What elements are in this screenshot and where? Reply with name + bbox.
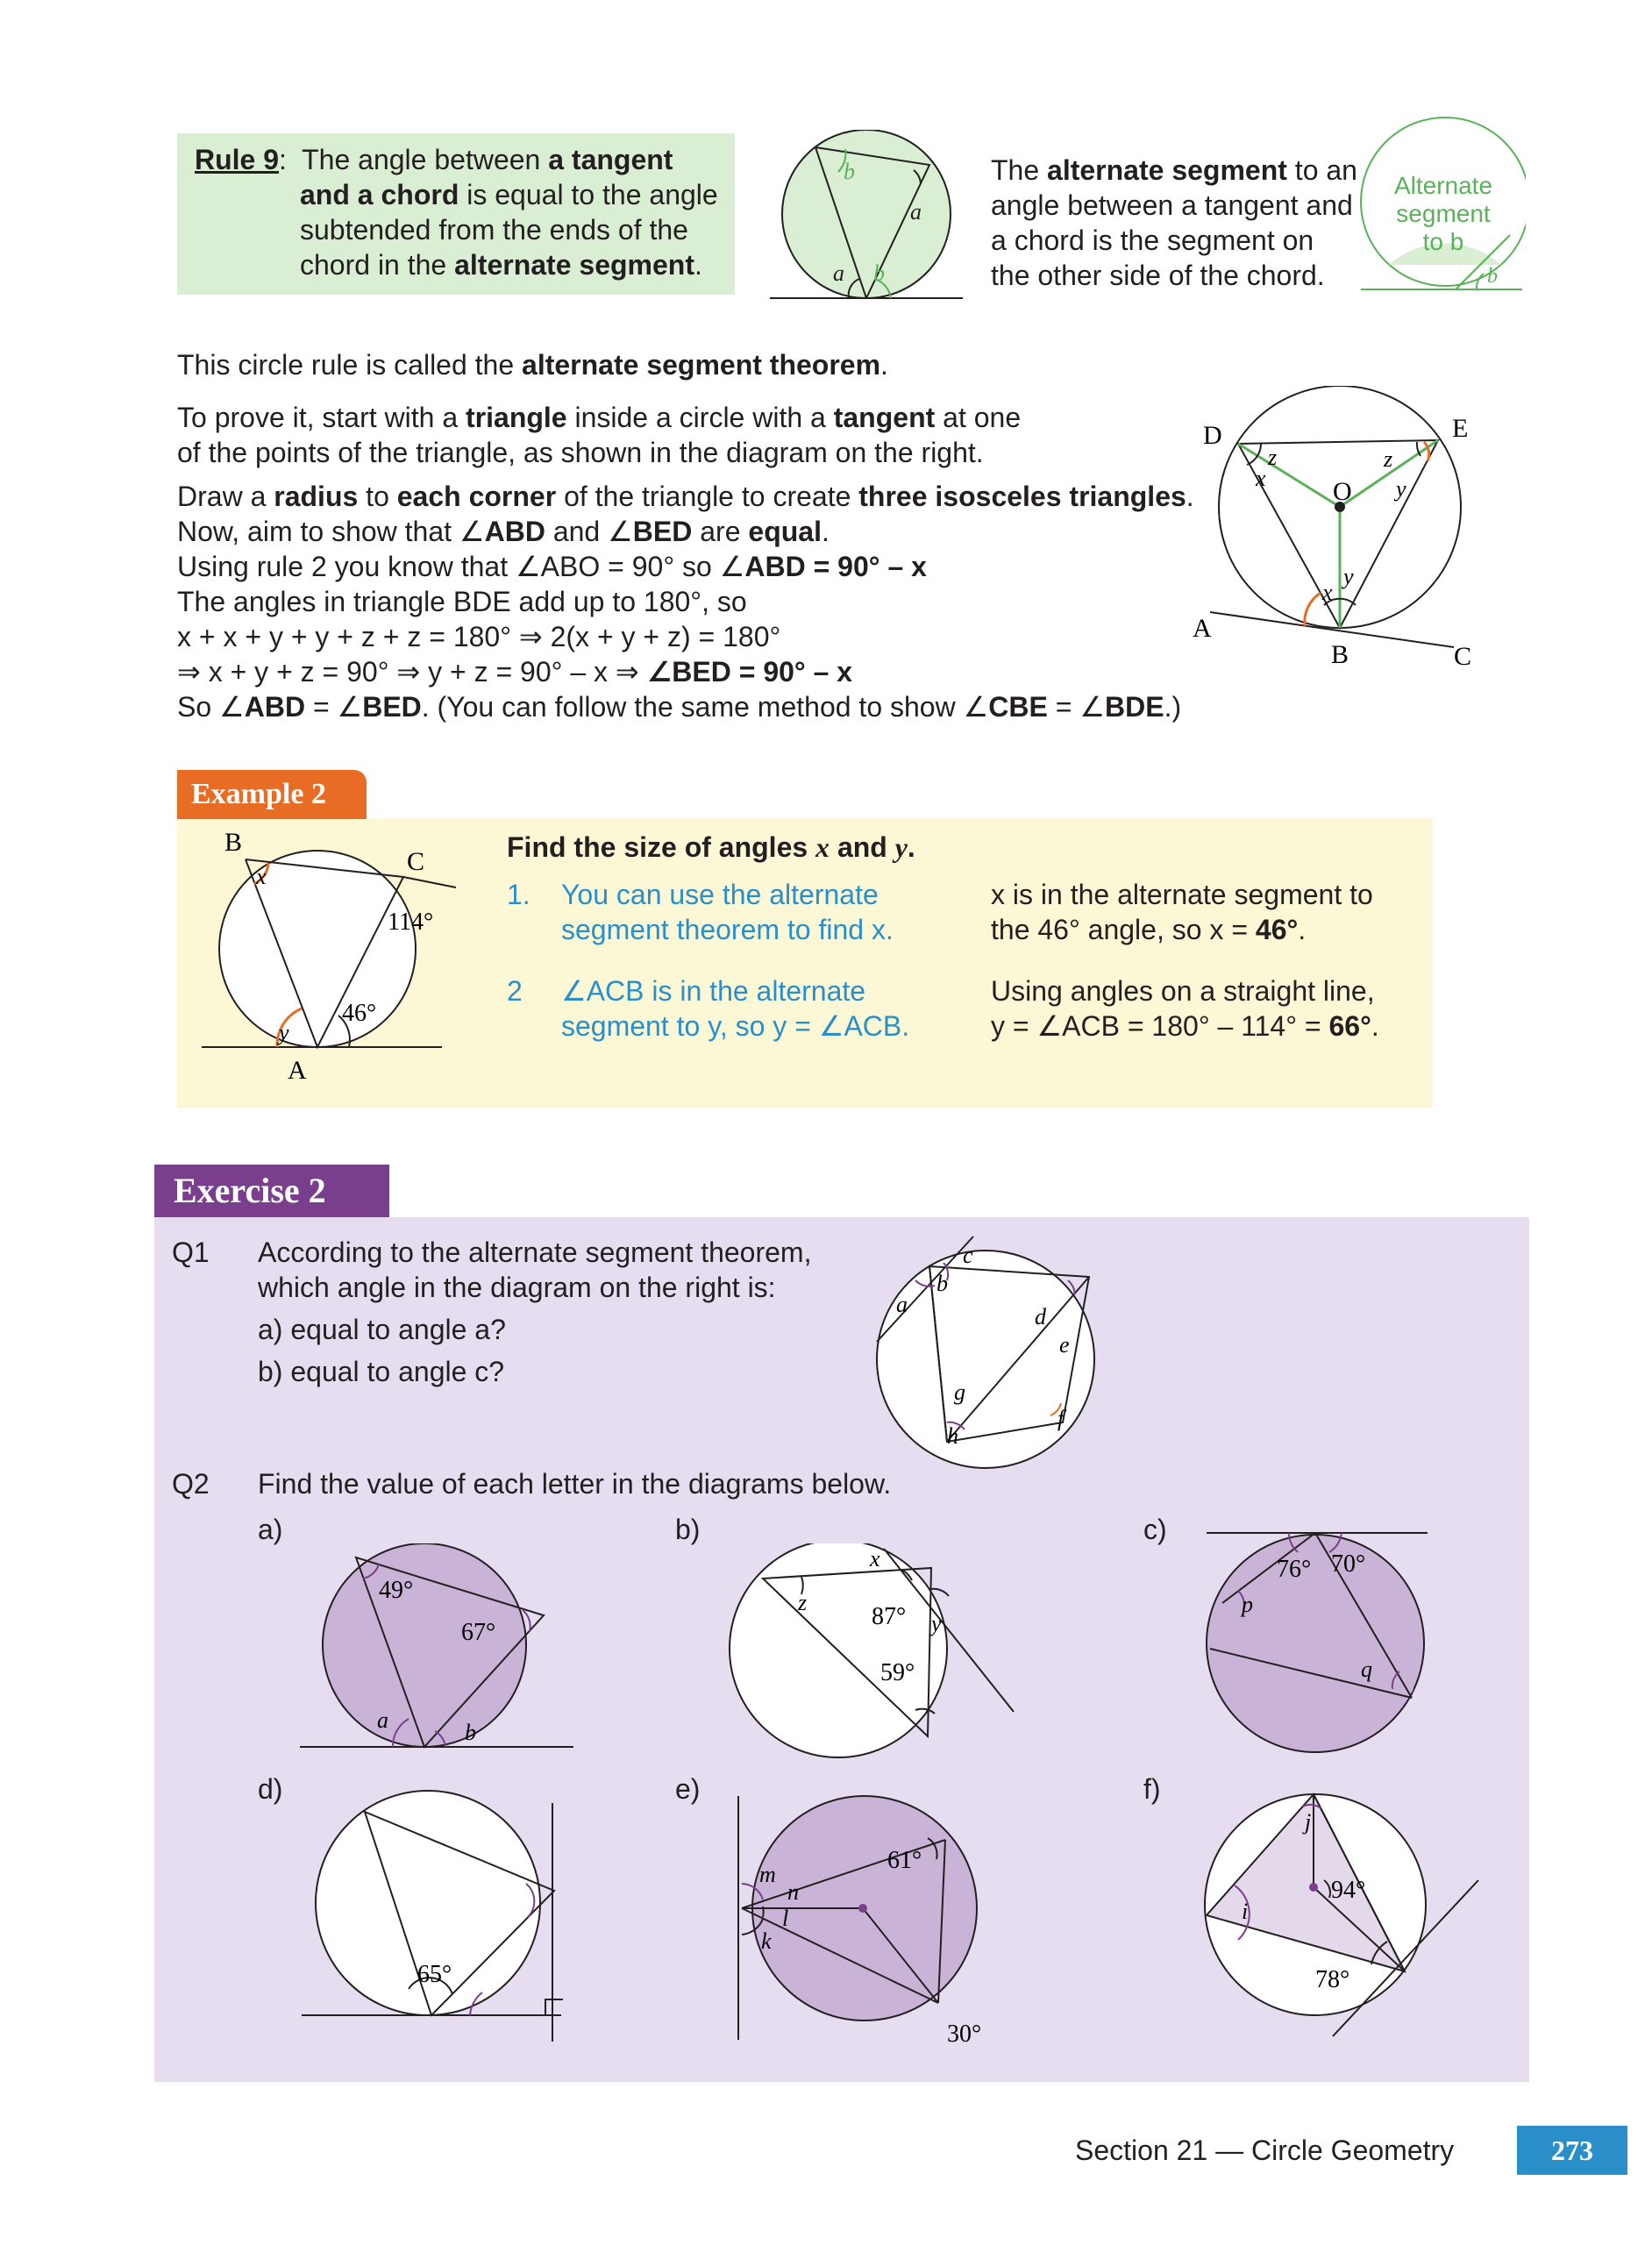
svg-text:87°: 87° xyxy=(872,1603,907,1630)
q2-prompt: Find the value of each letter in the diagrams below. xyxy=(258,1468,892,1500)
svg-text:D: D xyxy=(1203,421,1222,450)
diagram-f xyxy=(1193,1785,1491,2040)
q1-text: According to the alternate segment theorem, which angle in the diagram on the right is: a) equal to angle a? b) equal to angle c? xyxy=(258,1237,812,1387)
part-d-label: d) xyxy=(258,1773,283,1805)
svg-text:n: n xyxy=(787,1879,799,1905)
part-b-label: b) xyxy=(675,1514,701,1545)
svg-text:76°: 76° xyxy=(1277,1556,1312,1583)
svg-text:d: d xyxy=(1035,1304,1046,1329)
svg-text:c: c xyxy=(963,1243,973,1268)
svg-text:y: y xyxy=(1396,476,1406,502)
alt-segment-label: Alternate segment to b xyxy=(1393,172,1493,255)
svg-text:e: e xyxy=(1059,1332,1070,1358)
svg-text:y: y xyxy=(279,1020,289,1045)
diagram-a xyxy=(295,1543,584,1763)
svg-text:l: l xyxy=(782,1906,789,1931)
page-number: 273 xyxy=(1517,2126,1627,2175)
proof-diagram xyxy=(1193,386,1491,675)
diagram-c xyxy=(1193,1517,1447,1754)
svg-text:x: x xyxy=(870,1546,880,1572)
svg-text:a: a xyxy=(896,1292,908,1317)
diagram-d xyxy=(298,1785,596,2049)
step1-num: 1. xyxy=(507,879,530,910)
svg-text:x: x xyxy=(256,864,267,889)
footer-section: Section 21 — Circle Geometry xyxy=(1075,2135,1455,2166)
svg-text:m: m xyxy=(759,1862,776,1887)
svg-text:i: i xyxy=(1242,1899,1249,1924)
svg-text:p: p xyxy=(1242,1592,1253,1617)
example-diagram xyxy=(193,824,474,1087)
step2-num: 2 xyxy=(507,975,523,1007)
example-question: Find the size of angles x and y. xyxy=(507,831,915,863)
q1-diagram xyxy=(859,1228,1131,1482)
svg-text:61°: 61° xyxy=(887,1847,922,1874)
svg-text:A: A xyxy=(1193,614,1212,643)
svg-text:B: B xyxy=(224,828,243,857)
diagram-e xyxy=(730,1785,1019,2049)
svg-text:b: b xyxy=(873,260,885,286)
alt-segment-note: The alternate segment to an angle between a tangent and a chord is the segment on the other side of the chord. xyxy=(991,154,1357,291)
step1-answer: x is in the alternate segment to the 46° angle, so x = 46°. xyxy=(991,879,1373,945)
svg-text:b: b xyxy=(1487,265,1498,288)
svg-text:a: a xyxy=(833,260,844,286)
svg-text:A: A xyxy=(288,1056,307,1085)
part-f-label: f) xyxy=(1143,1773,1161,1805)
svg-text:a: a xyxy=(377,1707,388,1733)
rule-label: Rule 9 xyxy=(195,144,280,175)
svg-text:y: y xyxy=(1343,564,1354,589)
svg-text:j: j xyxy=(1305,1809,1312,1835)
svg-text:78°: 78° xyxy=(1315,1966,1350,1993)
svg-text:b: b xyxy=(936,1271,948,1296)
svg-text:k: k xyxy=(761,1928,772,1954)
theorem-intro: This circle rule is called the alternate segment theorem. xyxy=(177,349,888,381)
svg-text:E: E xyxy=(1452,414,1469,443)
svg-text:65°: 65° xyxy=(417,1961,452,1988)
svg-text:b: b xyxy=(465,1720,476,1745)
svg-text:z: z xyxy=(798,1590,808,1615)
svg-text:x: x xyxy=(1322,580,1333,605)
step2-text: ∠ACB is in the alternate segment to y, so y = ∠ACB. xyxy=(561,975,910,1042)
rule-diagram xyxy=(763,130,970,305)
part-c-label: c) xyxy=(1143,1514,1167,1545)
svg-text:49°: 49° xyxy=(379,1577,414,1604)
svg-text:h: h xyxy=(947,1423,958,1449)
step1-text: You can use the alternate segment theorem to find x. xyxy=(561,879,894,945)
svg-text:z: z xyxy=(1268,445,1278,470)
svg-text:114°: 114° xyxy=(388,909,434,936)
svg-text:67°: 67° xyxy=(461,1619,496,1646)
svg-text:x: x xyxy=(1256,466,1266,491)
q1-num: Q1 xyxy=(172,1237,210,1268)
part-a-label: a) xyxy=(258,1514,283,1545)
svg-text:y: y xyxy=(931,1611,942,1636)
theorem-proof: To prove it, start with a triangle inside a circle with a tangent at one of the points of the triangle, as shown in the diagram on the right. Draw a radius to each corner of the triangle to create three isosceles triangles. Now, aim to show that ∠ABD and ∠BED are equal. Using rule 2 you know that ∠ABO = 90° so ∠ABD = 90° – x The angles in triangle BDE add up to 180°, so x + x + y + y + z + z = 180° ⇒ 2(x + y + z) = 180° ⇒ x + y + z = 90° ⇒ y + z = 90° – x ⇒ ∠BED = 90° – x So ∠ABD = ∠BED. (You can follow the same method to show ∠CBE = ∠BDE.) xyxy=(177,402,1194,723)
svg-text:q: q xyxy=(1361,1657,1372,1682)
step2-answer: Using angles on a straight line, y = ∠ACB = 180° – 114° = 66°. xyxy=(991,975,1379,1042)
svg-text:f: f xyxy=(1057,1406,1065,1431)
svg-text:g: g xyxy=(954,1379,965,1405)
svg-text:46°: 46° xyxy=(342,1000,377,1027)
svg-text:O: O xyxy=(1333,477,1352,506)
part-e-label: e) xyxy=(675,1773,701,1805)
q2-num: Q2 xyxy=(172,1468,210,1500)
svg-text:b: b xyxy=(844,159,855,184)
svg-text:a: a xyxy=(910,199,922,224)
svg-text:B: B xyxy=(1331,640,1349,669)
svg-text:59°: 59° xyxy=(880,1659,915,1686)
svg-text:C: C xyxy=(407,847,425,876)
rule-text: Rule 9: The angle between a tangent and a chord is equal to the angle subtended from the ends of the chord in the alternate segment. xyxy=(195,144,718,281)
diagram-b xyxy=(728,1543,1035,1771)
svg-text:z: z xyxy=(1384,446,1393,472)
exercise-tab: Exercise 2 xyxy=(154,1165,389,1217)
example-tab: Example 2 xyxy=(177,770,367,819)
svg-text:70°: 70° xyxy=(1331,1550,1366,1578)
svg-text:C: C xyxy=(1454,642,1472,671)
svg-text:30°: 30° xyxy=(947,2020,982,2048)
svg-text:94°: 94° xyxy=(1331,1877,1366,1904)
